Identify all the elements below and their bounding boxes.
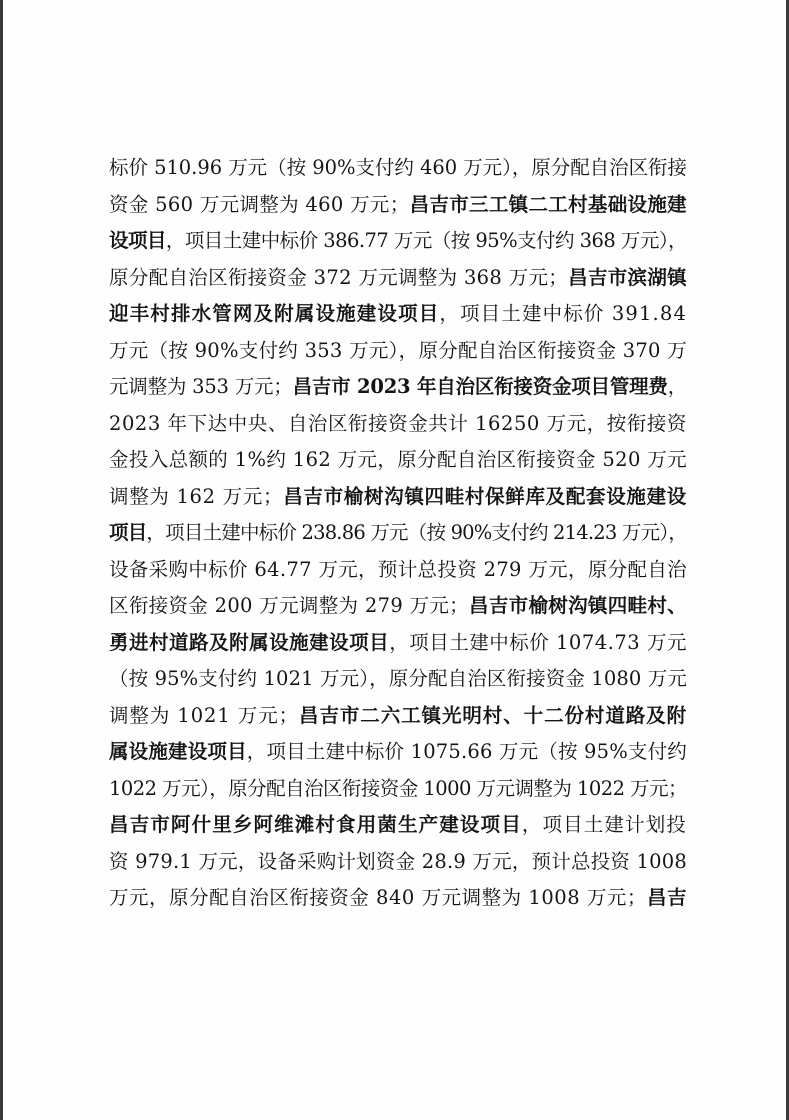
text-run: 资金 560 万元调整为 460 万元； [109,192,410,216]
text-line [109,661,709,698]
text-run: 2023 年下达中央、自治区衔接资金共计 16250 万元，按衔接资 [109,411,687,435]
text-line [109,369,709,406]
text-run: 万元（按 90%支付约 353 万元），原分配自治区衔接资金 370 万 [109,338,687,362]
text-run: ， [667,375,688,398]
text-run: ，项目土建中标价 1074.73 万元 [389,630,687,654]
text-run: 元调整为 353 万元； [109,375,293,398]
bold-text-run: 昌吉市二六工镇光明村、十二份村道路及附 [299,703,687,727]
bold-text-run: 昌吉市榆树沟镇四畦村保鲜库及配套设施建设 [283,484,687,508]
bold-text-run: 项目 [109,521,147,544]
text-run: ，项目土建计划投 [521,813,687,836]
text-line [109,734,709,771]
text-line [109,406,709,443]
bold-text-run: 昌吉市三工镇二工村基础设施建 [409,192,687,216]
text-run: ，项目土建中标价 238.86 万元（按 90%支付约 214.23 万元）， [146,521,688,544]
bold-text-run: 昌吉市榆树沟镇四畦村、 [469,594,687,617]
text-run: 标价 510.96 万元（按 90%支付约 460 万元），原分配自治区衔接 [109,156,687,179]
text-line [109,333,709,370]
text-line [109,698,709,735]
text-line [109,260,709,297]
text-line [109,880,709,917]
text-run: 万元，原分配自治区衔接资金 840 万元调整为 1008 万元； [109,886,647,909]
text-run: ，项目土建中标价 391.84 [439,302,687,325]
bold-text-run: 昌吉市滨湖镇 [568,265,687,289]
bold-text-run: 昌吉市阿什里乡阿维滩村食用菌生产建设项目 [109,813,522,836]
text-line [109,552,709,589]
text-line [109,150,709,187]
text-line [109,187,709,224]
text-run: 调整为 1021 万元； [109,703,300,727]
bold-text-run: 昌吉 [646,886,688,909]
text-line [109,442,709,479]
text-line [109,625,709,662]
text-line [109,296,709,333]
text-run: 金投入总额的 1%约 162 万元，原分配自治区衔接资金 520 万元 [109,448,688,471]
text-run: 资 979.1 万元，设备采购计划资金 28.9 万元，预计总投资 1008 [109,849,687,873]
bold-text-run: 设项目 [109,229,166,252]
text-run: 设备采购中标价 64.77 万元，预计总投资 279 万元，原分配自治 [109,557,687,581]
text-run: 调整为 162 万元； [109,484,284,508]
bold-text-run: 迎丰村排水管网及附属设施建设项目 [109,302,440,325]
scan-edge-left [0,0,3,1120]
text-run: 原分配自治区衔接资金 372 万元调整为 368 万元； [109,265,569,289]
text-line [109,844,709,881]
text-line [109,515,709,552]
bold-text-run: 勇进村道路及附属设施建设项目 [109,630,390,654]
bold-text-run: 昌吉市 2023 年自治区衔接资金项目管理费 [292,375,668,398]
text-run: 1022 万元），原分配自治区衔接资金 1000 万元调整为 1022 万元； [109,776,687,800]
body-text [109,150,709,917]
text-line [109,479,709,516]
bold-text-run: 属设施建设项目 [109,740,247,763]
text-run: 区衔接资金 200 万元调整为 279 万元； [109,594,470,617]
text-line [109,807,709,844]
text-run: ，项目土建中标价 386.77 万元（按 95%支付约 368 万元）， [165,229,687,252]
text-line [109,771,709,808]
text-line [109,223,709,260]
text-run: ，项目土建中标价 1075.66 万元（按 95%支付约 [246,740,687,763]
text-line [109,588,709,625]
text-run: （按 95%支付约 1021 万元），原分配自治区衔接资金 1080 万元 [109,667,687,690]
